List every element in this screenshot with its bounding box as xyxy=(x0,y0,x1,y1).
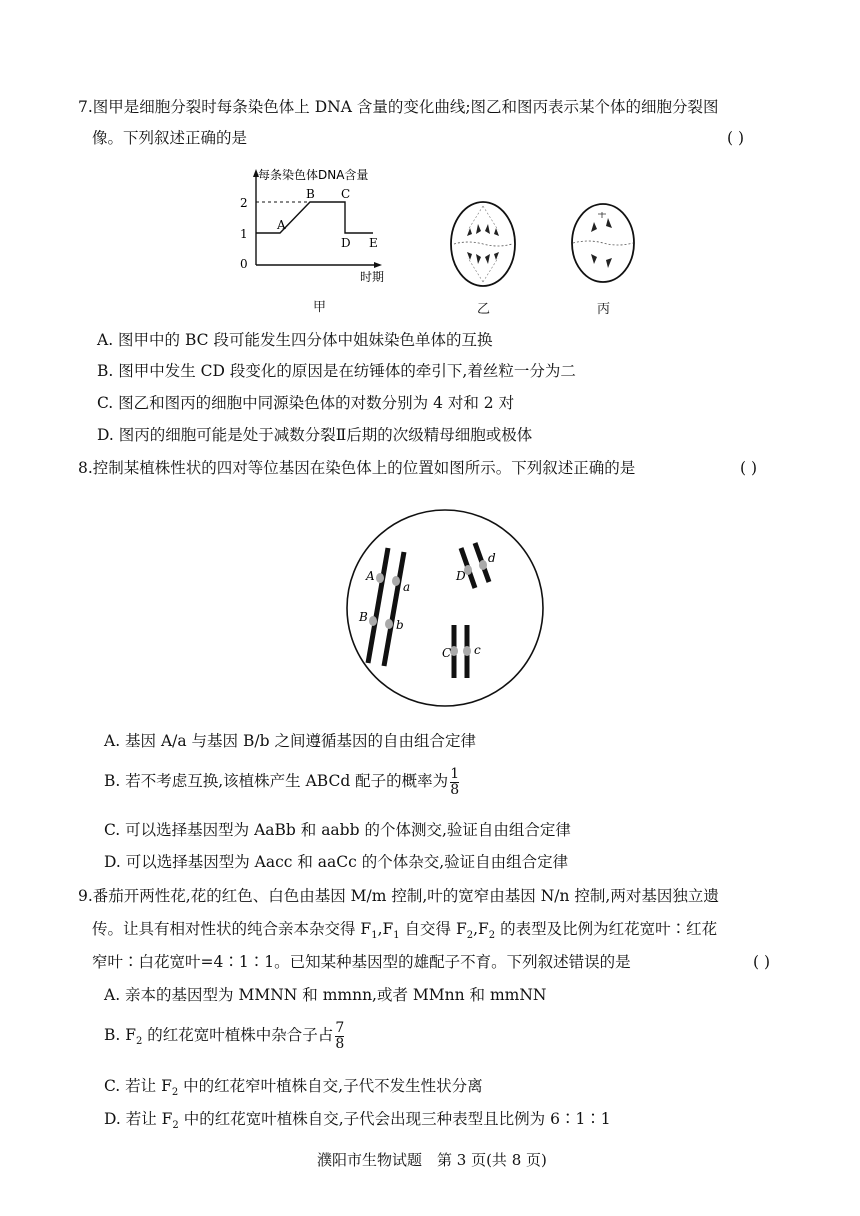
svg-text:C: C xyxy=(442,646,452,660)
q7-cell-yi xyxy=(448,200,518,290)
svg-text:1: 1 xyxy=(240,227,248,241)
svg-text:a: a xyxy=(403,580,411,594)
q7-graph-jia xyxy=(230,165,390,285)
fig-label-bing: 丙 xyxy=(597,302,611,317)
q9-option-a: A. 亲本的基因型为 MMNN 和 mmnn,或者 MMnn 和 mmNN xyxy=(104,986,547,1004)
svg-text:E: E xyxy=(369,236,378,250)
svg-text:c: c xyxy=(474,643,481,657)
svg-text:2: 2 xyxy=(240,196,248,210)
q7-option-c: C. 图乙和图丙的细胞中同源染色体的对数分别为 4 对和 2 对 xyxy=(97,394,515,412)
svg-text:A: A xyxy=(277,218,286,232)
q8-option-a: A. 基因 A/a 与基因 B/b 之间遵循基因的自由组合定律 xyxy=(104,732,476,750)
q9-option-b: B. $F_2$ 的红花宽叶植株中杂合子占 $\frac{7}{8}$ xyxy=(104,1019,345,1052)
q8-option-c: C. 可以选择基因型为 AaBb 和 aabb 的个体测交,验证自由组合定律 xyxy=(104,821,571,839)
q9-stem-line2: 传。让具有相对性状的纯合亲本杂交得 $F_1,F_1$ 自交得 $F_2,F_2$ 的表型及比例为红花宽叶∶红花 xyxy=(92,920,718,942)
q7-stem-line1: 7.图甲是细胞分裂时每条染色体上 DNA 含量的变化曲线;图乙和图丙表示某个体的细胞分裂图 xyxy=(78,98,719,116)
svg-text:B: B xyxy=(306,187,315,201)
q7-option-d: D. 图丙的细胞可能是处于减数分裂Ⅱ后期的次级精母细胞或极体 xyxy=(97,426,533,444)
fig-label-jia: 甲 xyxy=(313,300,327,315)
q7-cell-bing xyxy=(568,202,638,287)
q7-option-a: A. 图甲中的 BC 段可能发生四分体中姐妹染色单体的互换 xyxy=(97,331,493,349)
svg-text:A: A xyxy=(366,569,375,583)
svg-text:B: B xyxy=(359,610,368,624)
q9-fraction: $\frac{7}{8}$ xyxy=(335,1019,345,1052)
q8-fraction: $\frac{1}{8}$ xyxy=(450,765,460,798)
q7-answer-bracket: ( ) xyxy=(727,129,745,147)
q9-stem-line1: 9.番茄开两性花,花的红色、白色由基因 M/m 控制,叶的宽窄由基因 N/n 控制,两对基因独立遗 xyxy=(78,887,719,905)
svg-text:D: D xyxy=(341,236,351,250)
q8-answer-bracket: ( ) xyxy=(740,459,758,477)
graph-xlabel: 时期 xyxy=(360,270,385,284)
graph-ylabel: 每条染色体DNA含量 xyxy=(258,168,369,182)
q7-option-b: B. 图甲中发生 CD 段变化的原因是在纺锤体的牵引下,着丝粒一分为二 xyxy=(97,362,576,380)
page-footer: 濮阳市生物试题 第 3 页(共 8 页) xyxy=(317,1151,547,1169)
q9-option-c: C. 若让 $F_2$ 中的红花窄叶植株自交,子代不发生性状分离 xyxy=(104,1077,483,1099)
fig-label-yi: 乙 xyxy=(477,302,491,317)
q9-option-d: D. 若让 $F_2$ 中的红花宽叶植株自交,子代会出现三种表型且比例为 6∶1∶1 xyxy=(104,1110,611,1132)
svg-text:D: D xyxy=(456,569,466,583)
q8-chromosome-diagram xyxy=(340,508,550,708)
q8-stem: 8.控制某植株性状的四对等位基因在染色体上的位置如图所示。下列叙述正确的是 xyxy=(78,459,636,477)
q9-stem-line3: 窄叶∶白花宽叶=4∶1∶1。已知某种基因型的雄配子不育。下列叙述错误的是 xyxy=(92,953,631,971)
q8-option-d: D. 可以选择基因型为 Aacc 和 aaCc 的个体杂交,验证自由组合定律 xyxy=(104,853,569,871)
svg-text:b: b xyxy=(396,618,404,632)
svg-text:d: d xyxy=(488,551,496,565)
q8-option-b: B. 若不考虑互换,该植株产生 ABCd 配子的概率为 $\frac{1}{8}$ xyxy=(104,765,460,798)
svg-text:0: 0 xyxy=(240,257,248,271)
q7-stem-line2: 像。下列叙述正确的是 xyxy=(92,129,248,147)
svg-text:C: C xyxy=(341,187,351,201)
q9-answer-bracket: ( ) xyxy=(753,953,771,971)
